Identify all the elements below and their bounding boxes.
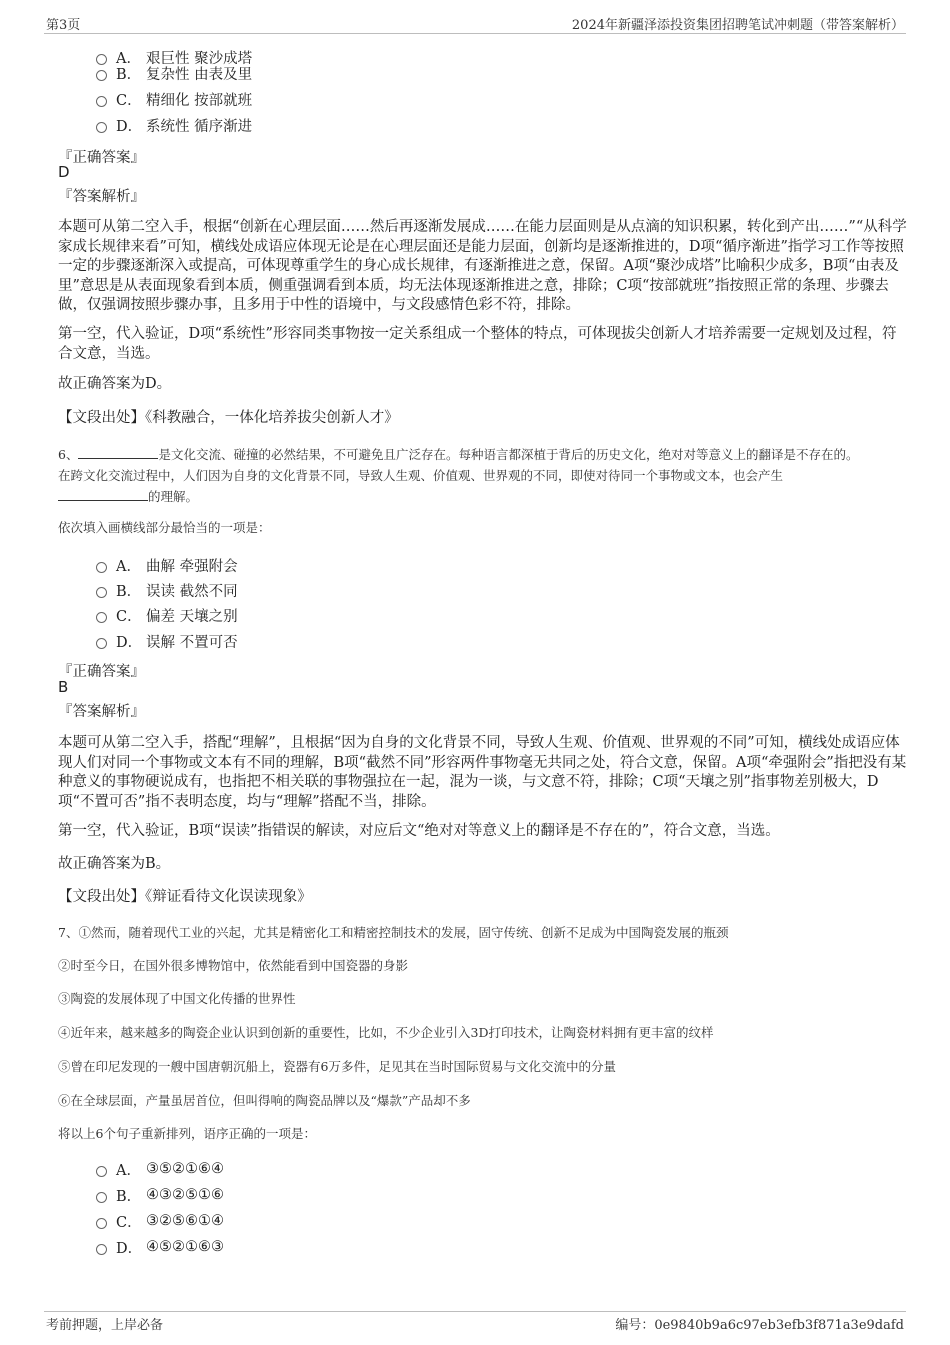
q5-option-d[interactable]: D． 系统性 循序渐进: [96, 115, 252, 135]
q7-option-a[interactable]: A． ③⑤②①⑥④: [96, 1159, 224, 1179]
page-number: 第3页: [46, 18, 81, 33]
q6-answer: B: [58, 678, 69, 696]
q7-option-b[interactable]: B． ④③②⑤①⑥: [96, 1185, 224, 1205]
q6-analysis-label: 『答案解析』: [58, 704, 145, 720]
blank-line: [78, 445, 158, 459]
header-divider: [44, 33, 906, 34]
q5-answer: D: [58, 163, 70, 181]
radio-icon[interactable]: [96, 612, 107, 623]
q6-prompt: 依次填入画横线部分最恰当的一项是：: [58, 520, 271, 535]
q7-sentence: ④近年来，越来越多的陶瓷企业认识到创新的重要性，比如，不少企业引入3D打印技术，让陶瓷材料拥有更丰富的纹样: [58, 1025, 714, 1040]
q7-sentence: ⑥在全球层面，产量虽居首位，但叫得响的陶瓷品牌以及“爆款”产品却不多: [58, 1093, 471, 1108]
q5-option-b[interactable]: B． 复杂性 由表及里: [96, 63, 252, 83]
radio-icon[interactable]: [96, 122, 107, 133]
q6-stem: 6、 是文化交流、碰撞的必然结果，不可避免且广泛存在。每种语言都深植于背后的历史文化，绝对对等意义上的翻译是不存在的。 在跨文化交流过程中，人们因为自身的文化背景不同，导致人生观、价值观、世界观的不同，即使对待同一个事物或文本，也会产生 的理解。: [58, 447, 859, 504]
radio-icon[interactable]: [96, 638, 107, 649]
q6-option-c[interactable]: C． 偏差 天壤之别: [96, 605, 238, 625]
radio-icon[interactable]: [96, 1244, 107, 1255]
radio-icon[interactable]: [96, 587, 107, 598]
radio-icon[interactable]: [96, 70, 107, 81]
q7-option-d[interactable]: D． ④⑤②①⑥③: [96, 1237, 224, 1257]
q5-source: 【文段出处】《科教融合，一体化培养拔尖创新人才》: [58, 410, 399, 426]
q5-analysis-paragraph: 本题可从第二空入手，根据“创新在心理层面……然后再逐渐发展成……在能力层面则是从点滴的知识积累，转化到产出……”“从科学家成长规律来看”可知，横线处成语应体现无论是在心理层面还是能力层面，创新均是逐渐推进的，D项“循序渐进”指学习工作等按照一定的步骤逐渐深入或提高，可体现尊重学生的身心成长规律，有逐渐推进之意，保留。A项“聚沙成塔”比喻积少成多，B项“由表及里”意思是从表面现象看到本质，侧重强调看到本质，均无法体现逐渐推进之意，排除；C项“按部就班”指按照正常的条理、步骤去做，仅强调按照步骤办事，且多用于中性的语境中，与文段感情色彩不符，排除。: [58, 219, 907, 313]
footer-divider: [44, 1311, 906, 1312]
q5-analysis-label: 『答案解析』: [58, 189, 145, 205]
footer-serial: 编号：0e9840b9a6c97eb3efb3f871a3e9dafd: [615, 1318, 904, 1333]
radio-icon[interactable]: [96, 96, 107, 107]
q6-analysis-paragraph: 本题可从第二空入手，搭配“理解”，且根据“因为自身的文化背景不同，导致人生观、价值观、世界观的不同”可知，横线处成语应体现人们对同一个事物或文本有不同的理解，B项“截然不同”形容两件事物毫无共同之处，符合文意，保留。A项“牵强附会”指把没有某种意义的事物硬说成有，也指把不相关联的事物强拉在一起，混为一谈，与文意不符，排除；C项“天壤之别”指事物差别极大，D项“不置可否”指不表明态度，均与“理解”搭配不当，排除。: [58, 735, 907, 810]
q7-prompt: 将以上6个句子重新排列，语序正确的一项是：: [58, 1126, 316, 1141]
q5-analysis-paragraph: 第一空，代入验证，D项“系统性”形容同类事物按一定关系组成一个整体的特点，可体现拔尖创新人才培养需要一定规划及过程，符合文意，当选。: [58, 326, 897, 362]
q5-option-a[interactable]: A． 艰巨性 聚沙成塔: [96, 47, 252, 67]
radio-icon[interactable]: [96, 1192, 107, 1203]
footer-slogan: 考前押题，上岸必备: [46, 1318, 164, 1333]
q6-conclusion: 故正确答案为B。: [58, 856, 171, 872]
q6-source: 【文段出处】《辩证看待文化误读现象》: [58, 889, 312, 905]
q5-option-c[interactable]: C． 精细化 按部就班: [96, 89, 252, 109]
q7-option-c[interactable]: C． ③②⑤⑥①④: [96, 1211, 224, 1231]
radio-icon[interactable]: [96, 1166, 107, 1177]
q6-analysis-paragraph: 第一空，代入验证，B项“误读”指错误的解读，对应后文“绝对对等意义上的翻译是不存在的”，符合文意，当选。: [58, 823, 780, 839]
q5-conclusion: 故正确答案为D。: [58, 376, 172, 392]
q5-correct-label: 『正确答案』: [58, 150, 145, 166]
q7-sentence: ③陶瓷的发展体现了中国文化传播的世界性: [58, 991, 296, 1006]
q6-option-a[interactable]: A． 曲解 牵强附会: [96, 555, 238, 575]
q7-sentence: 7、①然而，随着现代工业的兴起，尤其是精密化工和精密控制技术的发展，固守传统、创新不足成为中国陶瓷发展的瓶颈: [58, 925, 729, 940]
radio-icon[interactable]: [96, 1218, 107, 1229]
q7-sentence: ⑤曾在印尼发现的一艘中国唐朝沉船上，瓷器有6万多件，足见其在当时国际贸易与文化交流中的分量: [58, 1059, 616, 1074]
radio-icon[interactable]: [96, 562, 107, 573]
q7-sentence: ②时至今日，在国外很多博物馆中，依然能看到中国瓷器的身影: [58, 958, 409, 973]
q6-correct-label: 『正确答案』: [58, 664, 145, 680]
document-title: 2024年新疆泽添投资集团招聘笔试冲刺题（带答案解析）: [571, 18, 904, 33]
blank-line: [58, 487, 148, 501]
q6-option-b[interactable]: B． 误读 截然不同: [96, 580, 238, 600]
q6-option-d[interactable]: D． 误解 不置可否: [96, 631, 238, 651]
